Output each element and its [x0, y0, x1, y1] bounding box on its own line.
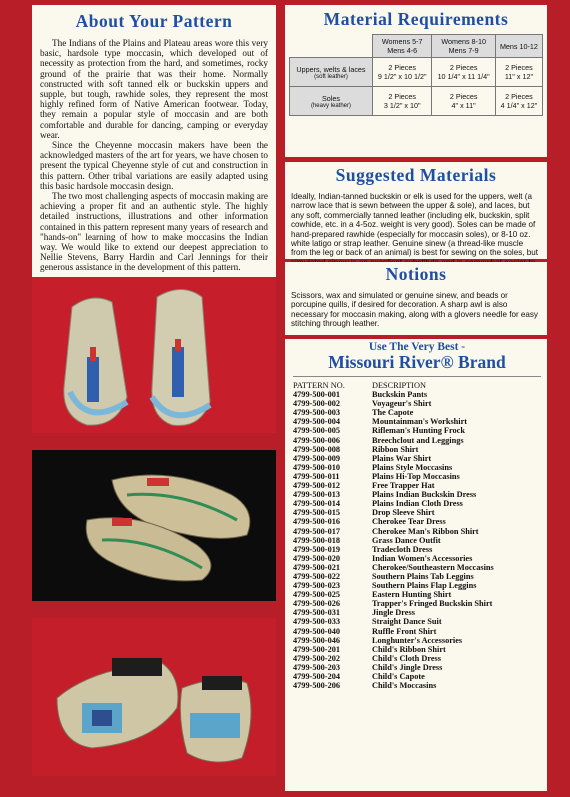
about-text — [40, 38, 268, 273]
pattern-description: Straight Dance Suit — [372, 617, 442, 627]
pattern-number: 4799-500-202 — [293, 653, 341, 663]
pattern-description: Cherokee Tear Dress — [372, 517, 446, 527]
pattern-list — [293, 381, 541, 690]
pattern-number: 4799-500-033 — [293, 617, 341, 627]
pattern-number: 4799-500-019 — [293, 544, 341, 554]
brand-panel — [285, 339, 547, 791]
list-item — [293, 390, 541, 399]
list-item — [293, 490, 541, 499]
material-requirements-panel — [285, 5, 547, 157]
list-item — [293, 672, 541, 681]
pattern-number: 4799-500-046 — [293, 635, 341, 645]
pattern-description: Jingle Dress — [372, 608, 415, 618]
table-row — [290, 87, 543, 116]
list-item — [293, 463, 541, 472]
pattern-description: Tradecloth Dress — [372, 544, 433, 554]
pattern-number: 4799-500-004 — [293, 417, 341, 427]
list-item — [293, 445, 541, 454]
column-header-line2: Mens 4-6 — [387, 46, 418, 55]
cell-qty: 2 Pieces — [388, 92, 416, 101]
pattern-description: Voyageur's Shirt — [372, 399, 432, 409]
cell-size: 4 1/4" x 12" — [500, 101, 538, 110]
cell-size: 9 1/2" x 10 1/2" — [377, 72, 427, 81]
cell-qty: 2 Pieces — [505, 63, 533, 72]
pattern-number: 4799-500-025 — [293, 590, 341, 600]
suggested-materials-title: Suggested Materials — [335, 165, 497, 185]
list-item — [293, 563, 541, 572]
material-requirements-title: Material Requirements — [323, 9, 509, 29]
pattern-description: Child's Capote — [372, 672, 425, 681]
pattern-number: 4799-500-031 — [293, 608, 341, 618]
pattern-description: Eastern Hunting Shirt — [372, 590, 452, 600]
list-item — [293, 554, 541, 563]
table-cell — [372, 87, 431, 116]
list-item — [293, 599, 541, 608]
pattern-description: Cherokee/Southeastern Moccasins — [372, 562, 494, 572]
about-paragraph-3: The two most challenging aspects of moccasin making are achieving a proper fit and an authentic style. The highly detailed instructions, illustrations and other information contained in this pattern represent many years of research and "hands-on" learning of how to make moccasins the Indian way. We would like to extend our deepest appreciation to Nellie Stevens, Barry Hardin and Carl Jennings for their generous assistance in the development of this pattern. — [40, 191, 268, 273]
list-item — [293, 617, 541, 626]
pattern-number: 4799-500-040 — [293, 626, 341, 636]
row-label — [290, 58, 373, 87]
list-item — [293, 608, 541, 617]
brand-name: Missouri River® Brand — [328, 352, 506, 372]
table-cell — [495, 58, 542, 87]
cell-size: 10 1/4" x 11 1/4" — [437, 72, 490, 81]
material-requirements-table — [289, 34, 543, 116]
pattern-description: Buckskin Pants — [372, 390, 428, 400]
pattern-number: 4799-500-003 — [293, 408, 341, 418]
list-item — [293, 436, 541, 445]
column-header-line2: Mens 7-9 — [448, 46, 479, 55]
pattern-number: 4799-500-022 — [293, 571, 341, 581]
pattern-description: Southern Plains Flap Leggins — [372, 581, 477, 591]
list-item — [293, 636, 541, 645]
notions-title: Notions — [385, 264, 447, 284]
row-label-sub: (heavy leather) — [310, 102, 351, 109]
list-item — [293, 454, 541, 463]
pattern-number: 4799-500-026 — [293, 599, 341, 609]
moccasin-photo-1 — [32, 277, 276, 433]
pattern-description: Plains Indian Buckskin Dress — [372, 490, 477, 500]
pattern-number: 4799-500-014 — [293, 499, 341, 509]
column-header-line1: Womens 5-7 — [381, 37, 423, 46]
list-item — [293, 627, 541, 636]
table-cell — [372, 58, 431, 87]
suggested-materials-text: Ideally, Indian-tanned buckskin or elk is used for the uppers, welt (a narrow lace that is sewn between the upper & sole), and laces, but any soft, commercially tanned leather (including elk, buckskin, split cowhide, etc. in a 4-5oz. weight is very good). Soles can be made of hand-prepared rawhide (especially for moccasin soles), or 8-10 oz. white latigo or strap leather. Genuine sinew (a thread-like muscle from the leg or back of an animal) is best for sewing on the soles, but — [291, 192, 538, 258]
pattern-description: Plains Indian Cloth Dress — [372, 499, 463, 509]
pattern-description: Trapper's Fringed Buckskin Shirt — [372, 599, 493, 609]
pattern-number: 4799-500-005 — [293, 426, 341, 436]
pattern-number: 4799-500-204 — [293, 672, 341, 681]
list-item — [293, 408, 541, 417]
moccasin-photo-3 — [32, 618, 276, 776]
list-item — [293, 417, 541, 426]
pattern-description: Mountainman's Workshirt — [372, 417, 468, 427]
pattern-number: 4799-500-023 — [293, 581, 341, 591]
pattern-description: Plains War Shirt — [372, 453, 432, 463]
list-item — [293, 481, 541, 490]
cell-size: 11" x 12" — [504, 72, 533, 81]
pattern-description: Free Trapper Hat — [372, 481, 435, 491]
pattern-description: Breechclout and Leggings — [372, 435, 464, 445]
pattern-description: Southern Plains Tab Leggins — [372, 571, 474, 581]
description-header: DESCRIPTION — [372, 381, 426, 390]
pattern-description: Ruffle Front Shirt — [372, 626, 437, 636]
cell-size: 3 1/2" x 10" — [383, 101, 421, 110]
list-item — [293, 527, 541, 536]
column-header — [432, 35, 495, 58]
list-item — [293, 581, 541, 590]
pattern-number: 4799-500-206 — [293, 681, 341, 691]
list-item — [293, 517, 541, 526]
about-paragraph-2: Since the Cheyenne moccasin makers have been the acknowledged masters of the art for years, we have chosen to present the typical Cheyenne style of cut and construction in this pattern. Other tribal variations are easily adapted using this basic hardsole moccasin design. — [40, 140, 268, 191]
pattern-number: 4799-500-203 — [293, 662, 341, 672]
list-item — [293, 663, 541, 672]
brand-divider — [293, 376, 541, 377]
row-label — [290, 87, 373, 116]
pattern-description: Child's Jingle Dress — [372, 662, 443, 672]
list-item — [293, 499, 541, 508]
table-cell — [432, 87, 495, 116]
suggested-materials-panel — [285, 162, 547, 259]
cell-qty: 2 Pieces — [388, 63, 416, 72]
list-item — [293, 654, 541, 663]
list-item — [293, 536, 541, 545]
about-title: About Your Pattern — [75, 11, 233, 31]
pattern-number: 4799-500-016 — [293, 517, 341, 527]
moccasin-photo-2 — [32, 450, 276, 601]
pattern-list-header — [293, 381, 541, 390]
list-item — [293, 545, 541, 554]
pattern-description: Rifleman's Hunting Frock — [372, 426, 465, 436]
about-paragraph-1: The Indians of the Plains and Plateau areas wore this very basic, hardsole type moccasin, which developed out of necessity as protection from the hard, and sometimes, rocky ground of the prairie that was their home. Normally constructed with soft tanned elk or buckskin uppers and supple, but tough, rawhide soles, they represent the most highly refined form of Native American footwear. Today, they remain a popular style of moccasin and are both comfortable and durable for dancing, camping or everyday wear. — [40, 38, 268, 140]
pattern-number: 4799-500-012 — [293, 481, 341, 491]
pattern-number: 4799-500-008 — [293, 444, 341, 454]
column-header-line1: Womens 8-10 — [441, 37, 486, 46]
cell-size: 4" x 11" — [451, 101, 476, 110]
pattern-number: 4799-500-009 — [293, 453, 341, 463]
cell-qty: 2 Pieces — [505, 92, 533, 101]
list-item — [293, 426, 541, 435]
pattern-description: Child's Ribbon Shirt — [372, 644, 446, 654]
pattern-number: 4799-500-011 — [293, 471, 340, 481]
list-item — [293, 572, 541, 581]
notions-panel — [285, 262, 547, 335]
about-panel — [32, 5, 276, 291]
notions-text: Scissors, wax and simulated or genuine sinew, and beads or porcupine quills, if desired for decoration. A sharp awl is also necessary for moccasin making, along with a glovers needle for easy stitching through leather. — [291, 291, 538, 329]
pattern-description: Child's Cloth Dress — [372, 653, 442, 663]
pattern-number: 4799-500-018 — [293, 535, 341, 545]
table-cell — [432, 58, 495, 87]
pattern-number-header: PATTERN NO. — [293, 381, 345, 390]
pattern-number: 4799-500-013 — [293, 490, 341, 500]
pattern-description: The Capote — [372, 408, 414, 418]
table-corner-cell — [290, 35, 373, 58]
pattern-number: 4799-500-201 — [293, 644, 341, 654]
column-header — [495, 35, 542, 58]
row-label-text: Uppers, welts & laces — [296, 64, 366, 74]
cell-qty: 2 Pieces — [449, 63, 478, 72]
list-item — [293, 472, 541, 481]
pattern-description: Cherokee Man's Ribbon Shirt — [372, 526, 479, 536]
list-item — [293, 590, 541, 599]
column-header — [372, 35, 431, 58]
pattern-number: 4799-500-021 — [293, 562, 341, 572]
pattern-description: Grass Dance Outfit — [372, 535, 441, 545]
pattern-number: 4799-500-020 — [293, 553, 341, 563]
list-item — [293, 645, 541, 654]
pattern-description: Longhunter's Accessories — [372, 635, 463, 645]
pattern-description: Child's Moccasins — [372, 681, 437, 691]
pattern-number: 4799-500-015 — [293, 508, 341, 518]
pattern-description: Ribbon Shirt — [372, 444, 419, 454]
pattern-number: 4799-500-001 — [293, 390, 341, 400]
list-item — [293, 681, 541, 690]
column-header-line1: Mens 10-12 — [499, 41, 538, 51]
pattern-number: 4799-500-017 — [293, 526, 341, 536]
pattern-description: Plains Hi-Top Moccasins — [372, 471, 460, 481]
pattern-number: 4799-500-010 — [293, 462, 341, 472]
pattern-description: Indian Women's Accessories — [372, 553, 473, 563]
pattern-description: Drop Sleeve Shirt — [372, 508, 435, 518]
row-label-sub: (soft leather) — [314, 73, 348, 80]
list-item — [293, 508, 541, 517]
table-header-row — [290, 35, 543, 58]
pattern-number: 4799-500-002 — [293, 399, 341, 409]
row-label-text: Soles — [321, 93, 340, 103]
cell-qty: 2 Pieces — [449, 92, 478, 101]
pattern-number: 4799-500-006 — [293, 435, 341, 445]
brand-tagline: Use The Very Best - — [368, 341, 466, 353]
table-cell — [495, 87, 542, 116]
table-row — [290, 58, 543, 87]
pattern-description: Plains Style Moccasins — [372, 462, 453, 472]
list-item — [293, 399, 541, 408]
